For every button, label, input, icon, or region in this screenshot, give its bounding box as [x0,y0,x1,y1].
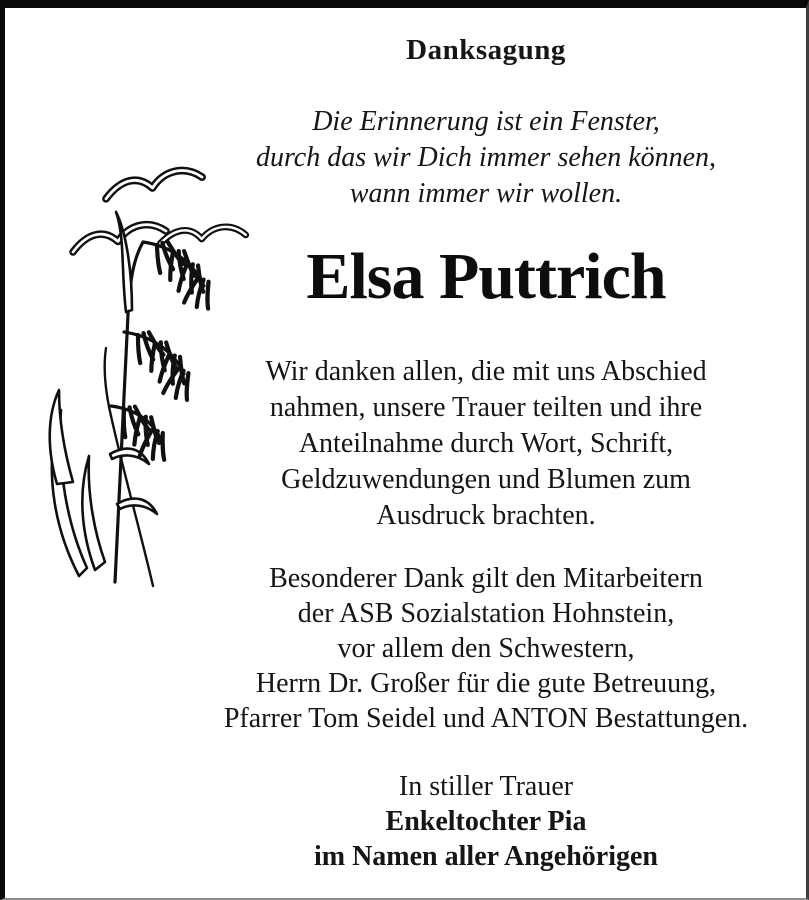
closing-line-mourning: In stiller Trauer [398,771,574,802]
poem-line: Die Erinnerung ist ein Fenster, [312,106,660,137]
memorial-poem [163,104,809,212]
special-thanks-line: Herrn Dr. Großer für die gute Betreuung, [255,668,717,699]
thanks-line: Anteilnahme durch Wort, Schrift, [298,428,674,459]
thanks-line: Wir danken allen, die mit uns Abschied [265,356,707,387]
thanks-line: nahmen, unsere Trauer teilten und ihre [269,392,703,423]
thanks-line: Ausdruck brachten. [376,500,596,531]
thanks-line: Geldzuwendungen und Blumen zum [281,464,691,495]
poem-line: wann immer wir wollen. [349,178,623,209]
deceased-name: Elsa Puttrich [306,240,666,313]
notice-title: Danksagung [406,34,566,66]
closing-block [163,769,809,874]
poem-line: durch das wir Dich immer sehen können, [255,142,717,173]
special-thanks-line: der ASB Sozialstation Hohnstein, [297,598,675,629]
closing-line-family: im Namen aller Angehörigen [313,841,658,872]
notice-text-column [163,8,809,874]
thanks-paragraph [163,354,809,534]
special-thanks-paragraph [163,561,809,736]
special-thanks-line: Pfarrer Tom Seidel und ANTON Bestattungen. [223,703,749,734]
special-thanks-line: Besonderer Dank gilt den Mitarbeitern [269,563,703,594]
closing-line-granddaughter: Enkeltochter Pia [385,806,587,837]
special-thanks-line: vor allem den Schwestern, [337,633,635,664]
